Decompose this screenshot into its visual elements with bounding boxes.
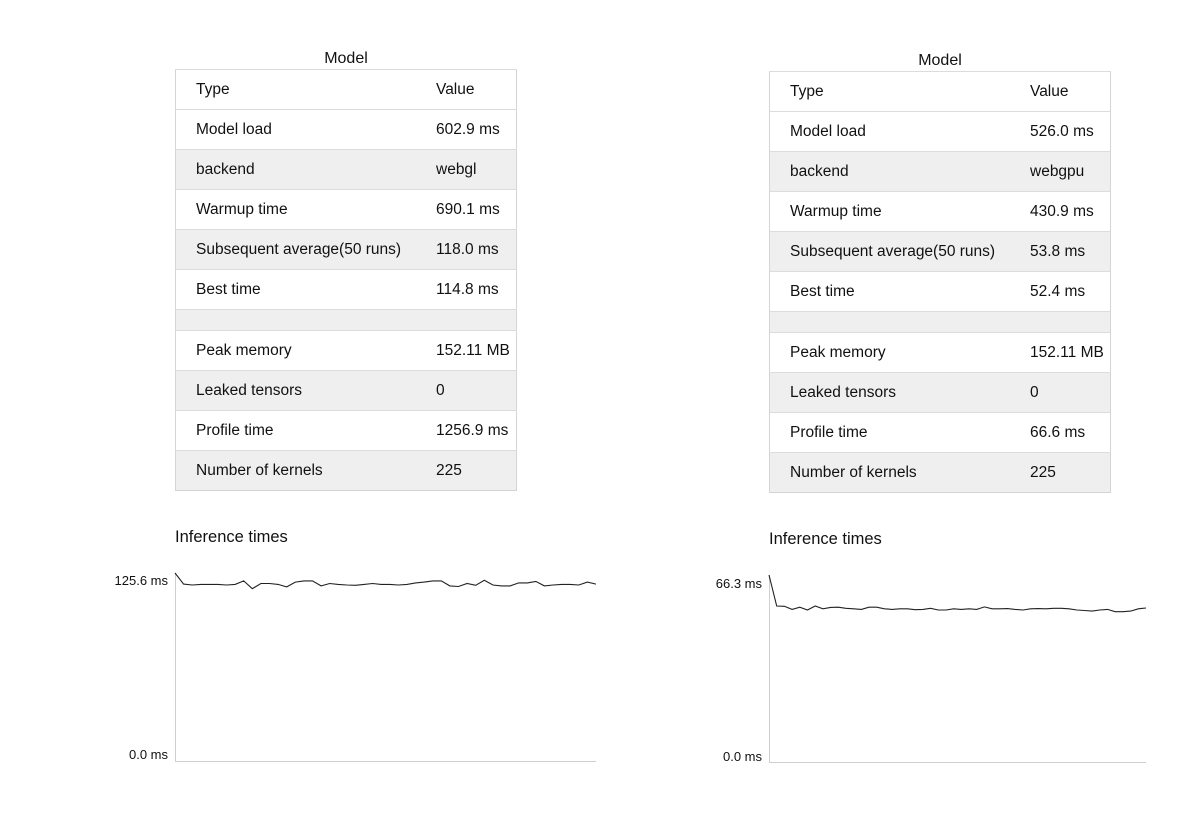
row-value: 430.9 ms: [1020, 192, 1111, 232]
row-value: 114.8 ms: [426, 270, 517, 310]
row-type: Leaked tensors: [176, 371, 427, 411]
row-value: 152.11 MB: [1020, 333, 1111, 373]
row-value: 53.8 ms: [1020, 232, 1111, 272]
row-type: Warmup time: [770, 192, 1021, 232]
row-value: 225: [1020, 453, 1111, 493]
y-axis-max-label: 125.6 ms: [114, 573, 168, 588]
y-axis-min-label: 0.0 ms: [722, 749, 762, 764]
table-title: Model: [918, 52, 962, 69]
row-type: Number of kernels: [176, 451, 427, 491]
row-type: Model load: [176, 110, 427, 150]
row-type: Model load: [770, 112, 1021, 152]
row-type: Subsequent average(50 runs): [176, 230, 427, 270]
row-type: Best time: [770, 272, 1021, 312]
row-value: 1256.9 ms: [426, 411, 517, 451]
row-value: 0: [426, 371, 517, 411]
row-value: 0: [1020, 373, 1111, 413]
row-type: Best time: [176, 270, 427, 310]
y-axis-max-label: 66.3 ms: [715, 576, 762, 591]
inference-line: [769, 575, 1146, 612]
row-value: 52.4 ms: [1020, 272, 1111, 312]
header-value: Value: [426, 70, 517, 110]
header-type: Type: [176, 70, 427, 110]
row-value: 225: [426, 451, 517, 491]
row-type: Subsequent average(50 runs): [770, 232, 1021, 272]
y-axis-min-label: 0.0 ms: [128, 747, 168, 762]
row-type: Peak memory: [770, 333, 1021, 373]
row-type: Warmup time: [176, 190, 427, 230]
chart-title: Inference times: [769, 530, 882, 548]
table-title: Model: [324, 50, 368, 67]
row-value: webgpu: [1020, 152, 1111, 192]
row-value: webgl: [426, 150, 517, 190]
row-type: Profile time: [770, 413, 1021, 453]
header-value: Value: [1020, 72, 1111, 112]
row-type: Profile time: [176, 411, 427, 451]
row-type: backend: [176, 150, 427, 190]
row-value: 152.11 MB: [426, 331, 517, 371]
row-value: 602.9 ms: [426, 110, 517, 150]
row-value: 118.0 ms: [426, 230, 517, 270]
row-value: 526.0 ms: [1020, 112, 1111, 152]
row-type: Leaked tensors: [770, 373, 1021, 413]
row-value: 66.6 ms: [1020, 413, 1111, 453]
row-type: Number of kernels: [770, 453, 1021, 493]
row-type: backend: [770, 152, 1021, 192]
chart-title: Inference times: [175, 528, 288, 546]
row-type: Peak memory: [176, 331, 427, 371]
header-type: Type: [770, 72, 1021, 112]
row-value: 690.1 ms: [426, 190, 517, 230]
